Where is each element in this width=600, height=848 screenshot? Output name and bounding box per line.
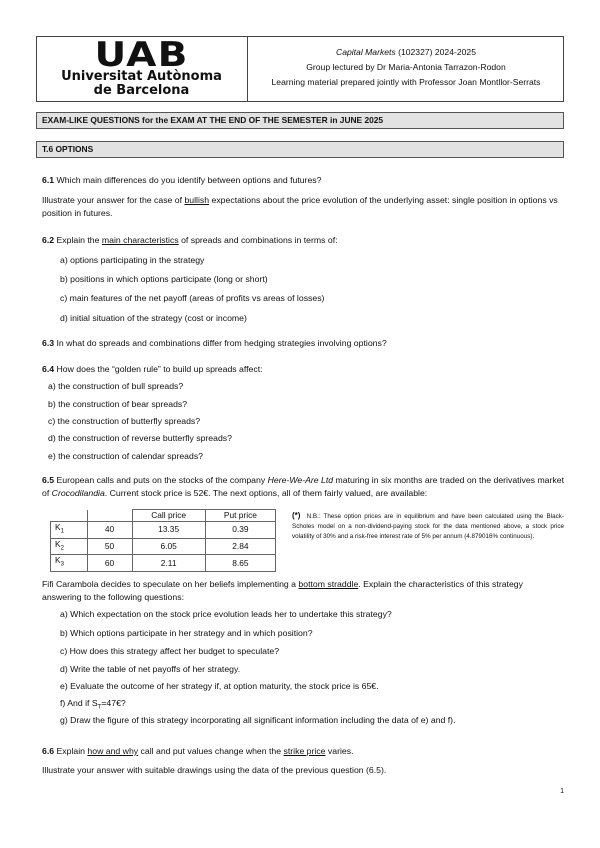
uab-logo (36, 36, 248, 102)
strike-k: K (55, 522, 61, 532)
strike-k: K (55, 555, 61, 566)
q62-underline: main characteristics (101, 235, 179, 245)
list-item: d) initial situation of the strategy (cost or income) (60, 313, 247, 323)
strike-sub: 1 (60, 528, 64, 535)
lecturer-line: Group lectured by Dr Maria-Antonia Tarrazon-Rodon (306, 62, 506, 72)
list-item: a) Which expectation on the stock price evolution leads her to undertake this strategy? (60, 609, 392, 619)
note-text: N.B.: These option prices are in equilibrium and have been calculated using the Black-Scholes model on a non-dividend-paying stock for the data mentioned above, a stock price volatility of 30% and a risk-free interest rate of 5% per annum (4.879016% continuous). (292, 513, 564, 540)
exam-title-bar: EXAM-LIKE QUESTIONS for the EXAM AT THE END OF THE SEMESTER in JUNE 2025 (36, 112, 564, 129)
question-6-6 (42, 745, 564, 758)
table-header-put: Put price (205, 510, 275, 522)
list-item (60, 697, 560, 715)
item-f-pre: f) And if S (60, 698, 98, 708)
q65-text-2: maturing in six months are traded on the derivatives market of (42, 475, 564, 498)
strike-label (51, 555, 88, 572)
table-header-empty (87, 510, 132, 522)
q64-text: How does the “golden rule” to build up spreads affect: (54, 364, 263, 374)
list-item: b) the construction of bear spreads? (48, 399, 188, 409)
list-item: g) Draw the figure of this strategy incorporating all significant information including the data of e) and f). (60, 715, 456, 725)
q65-market: Crocodilandia (51, 488, 105, 498)
item-f-sub: T (97, 704, 102, 711)
q65-number: 6.5 (42, 475, 55, 485)
list-item: a) options participating in the strategy (60, 255, 205, 265)
list-item: b) Which options participate in her strategy and in which position? (60, 628, 313, 638)
q63-number: 6.3 (42, 338, 55, 348)
strike-value: 60 (87, 555, 132, 572)
strike-value: 50 (87, 538, 132, 555)
put-price: 2.84 (205, 538, 275, 555)
table-header-row (51, 510, 276, 522)
note-mark: (*) (292, 511, 301, 520)
put-price: 8.65 (205, 555, 275, 572)
q65-intro (42, 578, 564, 604)
list-item: e) the construction of calendar spreads? (48, 451, 204, 461)
q65-intro-b: . Explain the characteristics of this strategy answering to the following questions: (42, 579, 523, 602)
call-price: 2.11 (132, 555, 205, 572)
q61-detail-underline: bullish (184, 195, 210, 205)
strike-label (51, 522, 88, 539)
q65-intro-a: Fifi Carambola decides to speculate on her beliefs implementing a (42, 579, 299, 589)
strike-value: 40 (87, 522, 132, 539)
list-item: c) the construction of butterfly spreads? (48, 416, 201, 426)
q66-post: varies. (325, 746, 354, 756)
strike-label (51, 538, 88, 555)
q65-intro-underline: bottom straddle (298, 579, 359, 589)
question-6-4 (42, 363, 564, 376)
table-row (51, 555, 276, 572)
q65-text-1: European calls and puts on the stocks of the company (54, 475, 268, 485)
q66-number: 6.6 (42, 746, 55, 756)
question-6-3 (42, 337, 564, 350)
list-item: d) Write the table of net payoffs of her strategy. (60, 664, 241, 674)
question-6-2 (42, 234, 564, 247)
list-item: a) the construction of bull spreads? (48, 381, 184, 391)
topic-bar: T.6 OPTIONS (36, 141, 564, 158)
q61-text: Which main differences do you identify between options and futures? (54, 175, 322, 185)
q61-number: 6.1 (42, 175, 55, 185)
nb-note (292, 511, 564, 542)
strike-k: K (55, 538, 61, 549)
logo-line-1: Universitat Autònoma (61, 69, 222, 84)
course-title-line (248, 45, 564, 60)
option-prices-table (50, 509, 276, 572)
table-header-call: Call price (132, 510, 205, 522)
logo-line-2: de Barcelona (93, 83, 190, 98)
course-code: (102327) 2024-2025 (395, 47, 476, 57)
call-price: 13.35 (132, 522, 205, 539)
list-item: e) Evaluate the outcome of her strategy if, at option maturity, the stock price is 65€. (60, 681, 379, 691)
question-6-6-line2: Illustrate your answer with suitable drawings using the data of the previous question (6.5). (42, 765, 387, 775)
q66-underline-1: how and why (87, 746, 139, 756)
question-6-1 (42, 174, 564, 187)
question-6-5 (42, 474, 564, 500)
q63-text: In what do spreads and combinations differ from hedging strategies involving options? (54, 338, 387, 348)
q66-pre: Explain (54, 746, 88, 756)
q66-mid: call and put values change when the (138, 746, 284, 756)
list-item: b) positions in which options participate (long or short) (60, 274, 268, 284)
table-header-empty (51, 510, 88, 522)
q65-company: Here-We-Are Ltd (267, 475, 334, 485)
page-number: 1 (560, 788, 564, 795)
course-name: Capital Markets (336, 47, 396, 57)
q64-number: 6.4 (42, 364, 55, 374)
list-item: d) the construction of reverse butterfly spreads? (48, 433, 232, 443)
q62-pre: Explain the (54, 235, 102, 245)
table-row (51, 538, 276, 555)
list-item: c) How does this strategy affect her budget to speculate? (60, 646, 280, 656)
strike-sub: 3 (60, 562, 64, 569)
table-row (51, 522, 276, 539)
q62-post: of spreads and combinations in terms of: (178, 235, 338, 245)
list-item: c) main features of the net payoff (areas of profits vs areas of losses) (60, 293, 325, 303)
q65-text-3: . Current stock price is 52€. The next options, all of them fairly valued, are available: (104, 488, 428, 498)
put-price: 0.39 (205, 522, 275, 539)
strike-sub: 2 (60, 545, 64, 552)
q66-underline-2: strike price (283, 746, 326, 756)
question-6-1-detail (42, 194, 564, 220)
material-line: Learning material prepared jointly with Professor Joan Montllor-Serrats (271, 77, 541, 87)
q61-detail-a: Illustrate your answer for the case of (42, 195, 185, 205)
q62-number: 6.2 (42, 235, 55, 245)
item-f-post: =47€? (101, 698, 126, 708)
q61-detail-b: expectations about the price evolution of the underlying asset: single position in options vs position in futures. (42, 195, 558, 218)
course-info (248, 45, 564, 90)
logo-uab-text: UAB (94, 35, 189, 75)
call-price: 6.05 (132, 538, 205, 555)
